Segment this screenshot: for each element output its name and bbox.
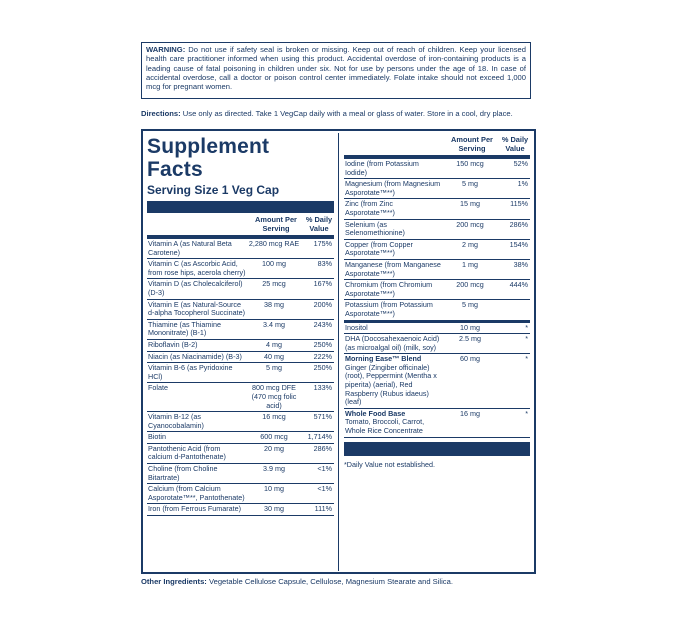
nutrient-amount: 100 mg xyxy=(262,259,286,269)
nutrient-dv: 154% xyxy=(509,239,528,249)
nutrient-row xyxy=(147,352,334,364)
amount-header: Amount Per Serving xyxy=(255,215,297,233)
nutrient-dv: 52% xyxy=(513,159,528,168)
nutrient-dv: 1% xyxy=(517,179,528,189)
nutrient-name: Vitamin A (as Natural Beta Carotene) xyxy=(148,239,232,257)
nutrient-row xyxy=(147,239,334,259)
nutrient-dv xyxy=(498,301,530,318)
nutrient-amount: 2 mg xyxy=(462,239,478,249)
nutrient-name: Biotin xyxy=(148,432,166,442)
nutrient-dv: 83% xyxy=(317,259,332,269)
facts-left-column xyxy=(147,134,334,516)
nutrient-row xyxy=(344,409,530,438)
facts-title-line2: Facts xyxy=(147,158,203,181)
nutrient-row xyxy=(147,383,334,412)
blend-ingredients: Tomato, Broccoli, Carrot, Whole Rice Concentrate xyxy=(345,417,425,436)
blend-ingredients: Ginger (Zingiber officinale) (root), Peppermint (Mentha x piperita) (aerial), Red Raspberry (Rubus idaeus) (leaf) xyxy=(345,362,437,407)
nutrient-row xyxy=(147,484,334,504)
other-ingredients-text: Vegetable Cellulose Capsule, Cellulose, Magnesium Stearate and Silica. xyxy=(208,577,453,586)
amount-header: Amount Per Serving xyxy=(451,135,493,153)
nutrient-amount: 2.5 mg xyxy=(459,334,481,344)
directions-label: Directions: xyxy=(141,109,181,118)
nutrient-row xyxy=(147,464,334,484)
nutrient-row xyxy=(147,412,334,432)
facts-title-line1: Supplement xyxy=(147,135,270,158)
nutrient-amount: 10 mg xyxy=(264,484,284,494)
nutrient-amount: 3.9 mg xyxy=(263,464,285,474)
nutrient-row xyxy=(147,363,334,383)
nutrient-name: Vitamin D (as Cholecalciferol) (D-3) xyxy=(148,279,243,297)
nutrient-dv: 38% xyxy=(513,259,528,269)
nutrient-name: Calcium (from Calcium Asporotate™**, Pantothenate) xyxy=(148,484,245,502)
blend-name: Morning Ease™ Blend xyxy=(345,354,422,364)
nutrient-name: Selenium (as Selenomethionine) xyxy=(345,219,405,238)
column-headers xyxy=(147,213,334,239)
nutrient-dv: 222% xyxy=(313,351,332,361)
nutrient-name: Niacin (as Niacinamide) (B-3) xyxy=(148,351,242,361)
nutrient-dv: 250% xyxy=(313,363,332,373)
nutrient-name: Chromium (from Chromium Asporotate™**) xyxy=(345,280,433,298)
nutrient-amount: 800 mcg DFE (470 mcg folic acid) xyxy=(251,383,297,410)
nutrient-name: Vitamin B-12 (as Cyanocobalamin) xyxy=(148,412,204,430)
warning-label: WARNING: xyxy=(146,45,186,54)
nutrient-name xyxy=(345,410,442,436)
nutrient-dv: 133% xyxy=(313,383,332,393)
nutrient-row xyxy=(147,279,334,299)
nutrient-dv: 1,714% xyxy=(307,432,332,442)
nutrient-dv: 250% xyxy=(313,339,332,349)
header-bar xyxy=(147,201,334,213)
nutrient-name: Vitamin E (as Natural-Source d-alpha Tocopherol Succinate) xyxy=(148,299,245,318)
nutrient-amount: 10 mg xyxy=(460,322,480,332)
nutrient-row xyxy=(344,159,530,179)
nutrient-dv: 243% xyxy=(313,319,332,329)
nutrient-amount: 20 mg xyxy=(264,443,284,453)
nutrient-amount: 150 mcg xyxy=(456,159,484,168)
directions xyxy=(141,109,533,118)
other-ingredients xyxy=(141,577,541,586)
facts-right-column xyxy=(344,134,530,469)
dv-header: % Daily Value xyxy=(501,135,529,153)
nutrient-name: Vitamin B-6 (as Pyridoxine HCl) xyxy=(148,363,233,381)
nutrient-name: Potassium (from Potassium Asporotate™**) xyxy=(345,300,433,318)
nutrient-amount: 16 mg xyxy=(460,408,480,418)
nutrient-row xyxy=(147,300,334,320)
nutrient-dv: * xyxy=(525,334,528,344)
footer-bar xyxy=(344,442,530,456)
nutrient-dv: 444% xyxy=(509,280,528,290)
nutrient-row xyxy=(147,320,334,340)
nutrient-dv: <1% xyxy=(317,464,332,474)
nutrient-dv: 115% xyxy=(510,199,528,209)
nutrient-row xyxy=(344,354,530,409)
nutrient-name xyxy=(345,355,442,407)
left-nutrient-list xyxy=(147,239,334,516)
nutrient-dv: 571% xyxy=(313,412,332,422)
serving-size: Serving Size 1 Veg Cap xyxy=(147,183,280,197)
nutrient-amount: 25 mcg xyxy=(262,279,286,289)
nutrient-dv: 175% xyxy=(313,239,332,248)
nutrient-name: Iron (from Ferrous Fumarate) xyxy=(148,504,242,514)
warning-box xyxy=(141,42,531,99)
directions-text: Use only as directed. Take 1 VegCap daily with a meal or glass of water. Store in a cool, dry place. xyxy=(182,109,513,118)
other-ingredients-label: Other Ingredients: xyxy=(141,577,207,586)
nutrient-row xyxy=(344,323,530,335)
nutrient-name: Vitamin C (as Ascorbic Acid, from rose hips, acerola cherry) xyxy=(148,259,246,277)
nutrient-amount: 15 mg xyxy=(460,199,480,209)
nutrient-name: Pantothenic Acid (from calcium d-Pantothenate) xyxy=(148,443,226,462)
nutrient-dv: <1% xyxy=(317,484,332,494)
nutrient-name: Manganese (from Manganese Asporotate™**) xyxy=(345,259,441,278)
nutrient-row xyxy=(147,259,334,279)
nutrient-row xyxy=(344,300,530,322)
column-headers-right xyxy=(344,134,530,159)
nutrient-name: Inositol xyxy=(345,322,368,332)
nutrient-amount: 5 mg xyxy=(266,363,282,373)
nutrient-amount: 200 mcg xyxy=(456,280,484,290)
nutrient-row xyxy=(344,179,530,199)
warning-text: Do not use if safety seal is broken or missing. Keep out of reach of children. Keep your licensed health care practitioner informed when using this product. Accidental overdose of iron-containing products is a leading cause of fatal poisoning in children under six. Not for use by persons under the age of 18. In case of accidental overdose, call a doctor or poison control center immediately. Folate intake should not exceed 1,000 mcg for pregnant women. xyxy=(146,45,526,92)
nutrient-dv: 167% xyxy=(313,279,332,289)
nutrient-amount: 600 mcg xyxy=(260,432,288,442)
nutrient-name: Zinc (from Zinc Asporotate™**) xyxy=(345,199,395,217)
nutrient-row xyxy=(344,334,530,354)
nutrient-name: Choline (from Choline Bitartrate) xyxy=(148,464,218,482)
nutrient-name: Iodine (from Potassium Iodide) xyxy=(345,159,419,177)
nutrient-row xyxy=(147,504,334,516)
nutrient-amount: 3.4 mg xyxy=(263,319,285,329)
nutrient-amount: 4 mg xyxy=(266,339,282,349)
nutrient-amount: 60 mg xyxy=(460,354,480,364)
nutrient-amount: 38 mg xyxy=(264,299,284,309)
nutrient-row xyxy=(147,444,334,464)
nutrient-row xyxy=(344,280,530,300)
nutrient-row xyxy=(147,432,334,444)
nutrient-dv: 111% xyxy=(314,504,332,514)
nutrient-amount: 5 mg xyxy=(462,179,478,189)
blend-name: Whole Food Base xyxy=(345,408,406,418)
nutrient-amount: 200 mcg xyxy=(456,219,484,229)
nutrient-amount: 30 mg xyxy=(264,504,284,514)
nutrient-name: DHA (Docosahexaenoic Acid) (as microalgal oil) (milk, soy) xyxy=(345,334,440,352)
nutrient-row xyxy=(344,240,530,260)
supplement-facts-panel xyxy=(141,129,536,574)
nutrient-row xyxy=(344,260,530,280)
nutrient-amount: 1 mg xyxy=(462,259,478,269)
nutrient-name: Copper (from Copper Asporotate™**) xyxy=(345,239,413,258)
nutrient-dv: * xyxy=(525,408,528,418)
nutrient-name: Riboflavin (B-2) xyxy=(148,339,198,349)
nutrient-dv: 286% xyxy=(509,219,528,229)
dv-header: % Daily Value xyxy=(305,215,333,233)
daily-value-footnote: *Daily Value not established. xyxy=(344,459,435,469)
nutrient-amount: 2,280 mcg RAE xyxy=(248,239,300,248)
nutrient-name: Thiamine (as Thiamine Mononitrate) (B-1) xyxy=(148,319,221,338)
nutrient-dv: 200% xyxy=(313,299,332,309)
nutrient-dv: * xyxy=(525,354,528,364)
nutrient-name: Magnesium (from Magnesium Asporotate™**) xyxy=(345,179,441,197)
nutrient-amount: 5 mg xyxy=(462,300,478,310)
nutrient-row xyxy=(344,220,530,240)
right-nutrient-list xyxy=(344,159,530,438)
nutrient-amount: 40 mg xyxy=(264,351,284,361)
nutrient-name: Folate xyxy=(148,383,168,393)
nutrient-row xyxy=(344,199,530,219)
nutrient-dv: 286% xyxy=(313,443,332,453)
nutrient-amount: 16 mcg xyxy=(262,412,286,422)
column-divider xyxy=(338,133,339,571)
nutrient-dv: * xyxy=(525,322,528,332)
nutrient-row xyxy=(147,340,334,352)
